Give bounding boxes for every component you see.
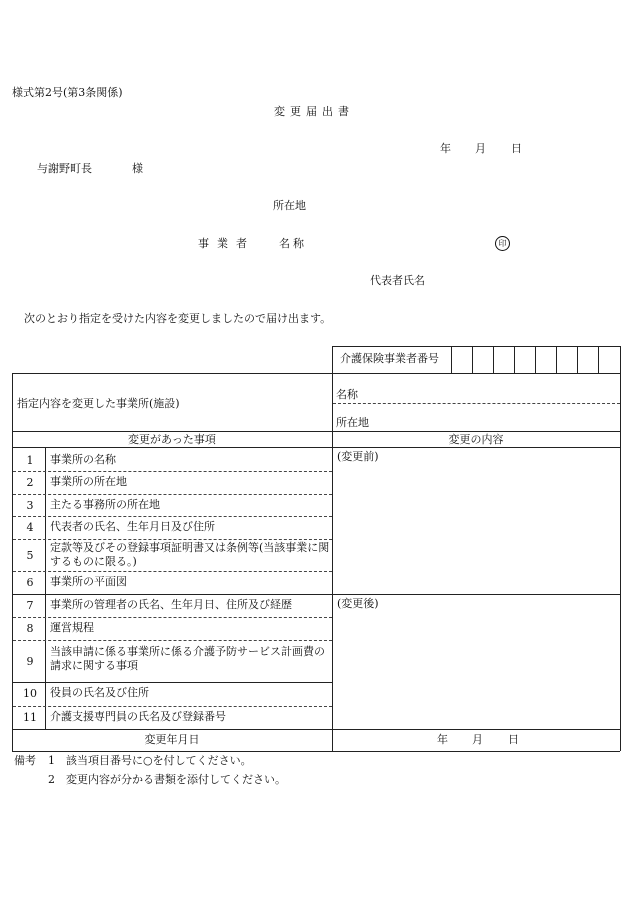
content-column-header: 変更の内容 xyxy=(448,433,504,446)
table-border xyxy=(12,594,620,595)
item-number: 8 xyxy=(26,622,34,635)
item-number: 4 xyxy=(26,521,34,534)
item-number: 2 xyxy=(26,476,34,489)
item-text: 役員の氏名及び住所 xyxy=(50,686,149,699)
representative-label: 代表者氏名 xyxy=(370,274,425,287)
table-border xyxy=(12,729,620,730)
number-box-divider xyxy=(598,346,599,373)
before-label: (変更前) xyxy=(337,450,379,463)
table-border xyxy=(12,447,620,448)
applicant-address-label: 所在地 xyxy=(273,199,306,212)
dashed-divider xyxy=(13,706,332,707)
table-border xyxy=(620,346,621,751)
change-date-label: 変更年月日 xyxy=(144,733,200,746)
item-text: 主たる事務所の所在地 xyxy=(50,498,160,511)
date-month-label: 月 xyxy=(475,142,486,155)
form-title: 変更届出書 xyxy=(274,105,354,118)
table-border xyxy=(451,346,452,373)
change-date-day: 日 xyxy=(508,733,519,746)
dashed-divider xyxy=(13,539,332,540)
item-text: 事業所の所在地 xyxy=(50,475,127,488)
item-number: 1 xyxy=(26,454,34,467)
table-border xyxy=(12,373,620,374)
dashed-divider xyxy=(13,617,332,618)
item-number: 11 xyxy=(23,711,37,724)
dashed-divider xyxy=(13,494,332,495)
item-text: 代表者の氏名、生年月日及び住所 xyxy=(50,520,215,533)
addressee-suffix: 様 xyxy=(132,162,143,175)
item-text: 事業所の管理者の氏名、生年月日、住所及び経歴 xyxy=(50,598,292,611)
item-number: 5 xyxy=(26,549,34,562)
change-date-year: 年 xyxy=(437,733,448,746)
number-box-divider xyxy=(472,346,473,373)
date-day-label: 日 xyxy=(511,142,522,155)
form-number: 様式第2号(第3条関係) xyxy=(12,86,123,99)
item-number: 7 xyxy=(26,599,34,612)
number-box-divider xyxy=(556,346,557,373)
table-border xyxy=(12,682,332,683)
facility-label: 指定内容を変更した事業所(施設) xyxy=(17,397,180,410)
business-label: 事業者 xyxy=(198,237,255,250)
note-text: 該当項目番号に○を付してください。 xyxy=(66,754,252,767)
item-number: 6 xyxy=(26,576,34,589)
dashed-divider xyxy=(13,640,332,641)
item-text: 介護支援専門員の氏名及び登録番号 xyxy=(50,710,226,723)
note-number: 1 xyxy=(48,754,55,767)
number-box-divider xyxy=(577,346,578,373)
number-box-divider xyxy=(493,346,494,373)
facility-name-label: 名称 xyxy=(336,388,358,401)
provider-number-label: 介護保険事業者番号 xyxy=(340,352,439,365)
item-number: 10 xyxy=(23,687,37,700)
items-column-header: 変更があった事項 xyxy=(128,433,216,446)
change-date-month: 月 xyxy=(472,733,483,746)
business-name-label: 名称 xyxy=(279,237,307,250)
item-text: 事業所の名称 xyxy=(50,453,116,466)
dashed-divider xyxy=(13,471,332,472)
intro-text: 次のとおり指定を受けた内容を変更しましたので届け出ます。 xyxy=(24,312,332,325)
item-number: 3 xyxy=(26,499,34,512)
facility-address-label: 所在地 xyxy=(336,416,369,429)
number-box-divider xyxy=(535,346,536,373)
number-box-divider xyxy=(514,346,515,373)
dashed-divider xyxy=(13,516,332,517)
dashed-divider xyxy=(13,571,332,572)
notes-label: 備考 xyxy=(14,754,36,767)
item-text: 当該申請に係る事業所に係る介護予防サービス計画費の請求に関する事項 xyxy=(50,645,325,672)
item-number: 9 xyxy=(26,655,34,668)
table-border xyxy=(12,431,620,432)
after-label: (変更後) xyxy=(337,597,379,610)
note-number: 2 xyxy=(48,773,55,786)
dashed-divider xyxy=(333,403,620,404)
table-border xyxy=(12,751,620,752)
seal-icon: 印 xyxy=(495,236,510,251)
table-border xyxy=(332,346,333,751)
item-text: 定款等及びその登録事項証明書又は条例等(当該事業に関するものに限る。) xyxy=(50,541,330,568)
item-text: 事業所の平面図 xyxy=(50,575,127,588)
date-year-label: 年 xyxy=(440,142,451,155)
addressee: 与謝野町長 xyxy=(37,162,92,175)
item-text: 運営規程 xyxy=(50,621,94,634)
note-text: 変更内容が分かる書類を添付してください。 xyxy=(66,773,286,786)
